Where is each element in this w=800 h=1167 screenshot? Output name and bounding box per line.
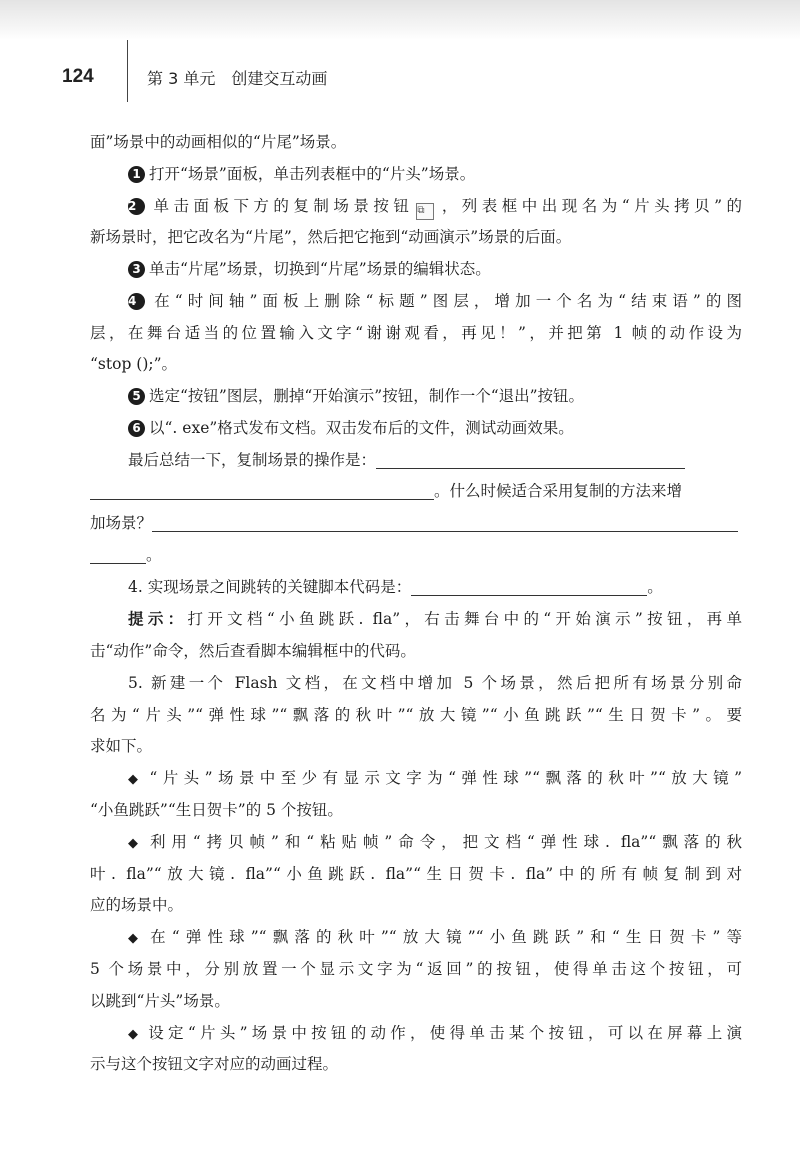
step-number-badge: 3 xyxy=(128,261,145,278)
text-line: 叶. fla”“放大镜. fla”“小鱼跳跃. fla”“生日贺卡. fla”中的所有帧复制到对 xyxy=(90,865,742,883)
step-number-badge: 1 xyxy=(128,166,145,183)
text-line: “stop ();”。 xyxy=(90,355,178,373)
step-text: 单击“片尾”场景，切换到“片尾”场景的编辑状态。 xyxy=(149,260,491,278)
step-5 xyxy=(128,381,584,411)
hint-label: 提示： xyxy=(128,610,188,628)
hint-text: 打开文档“小鱼跳跃. fla”，右击舞台中的“开始演示”按钮，再单 xyxy=(187,610,742,628)
text-line: 新场景时，把它改名为“片尾”，然后把它拖到“动画演示”场景的后面。 xyxy=(90,228,572,246)
text-line: 面”场景中的动画相似的“片尾”场景。 xyxy=(90,133,347,151)
text-line: 示与这个按钮文字对应的动画过程。 xyxy=(90,1055,339,1073)
question-text: 4. 实现场景之间跳转的关键脚本代码是： xyxy=(128,578,412,596)
step-3 xyxy=(128,254,491,284)
summary-line xyxy=(128,445,685,475)
text-line: 求如下。 xyxy=(90,737,153,755)
step-number-badge: 5 xyxy=(128,388,145,405)
step-number-badge: 2 xyxy=(128,198,145,215)
bullet-item xyxy=(128,763,742,793)
duplicate-scene-icon: ⧉ xyxy=(416,203,434,220)
bullet-text: 设定“片头”场景中按钮的动作，使得单击某个按钮，可以在屏幕上演 xyxy=(148,1024,742,1042)
header-divider xyxy=(127,40,128,102)
text-line: 5. 新建一个 Flash 文档，在文档中增加 5 个场景，然后把所有场景分别命 xyxy=(128,674,742,692)
answer-blank[interactable] xyxy=(411,577,647,596)
step-number-badge: 4 xyxy=(128,293,145,310)
summary-line xyxy=(90,508,738,538)
text-line: 层，在舞台适当的位置输入文字“谢谢观看，再见！”，并把第 1 帧的动作设为 xyxy=(90,324,742,342)
text-line: 5 个场景中，分别放置一个显示文字为“返回”的按钮，使得单击这个按钮，可 xyxy=(90,960,742,978)
step-text: 在“时间轴”面板上删除“标题”图层，增加一个名为“结束语”的图 xyxy=(149,292,742,310)
page-top-shading xyxy=(0,0,800,40)
page-number: 124 xyxy=(62,66,94,87)
answer-blank[interactable] xyxy=(90,481,434,500)
diamond-bullet-icon: ◆ xyxy=(128,1027,143,1042)
step-text: 单击面板下方的复制场景按钮 xyxy=(149,197,414,215)
summary-text: 。什么时候适合采用复制的方法来增 xyxy=(434,482,683,500)
bullet-item xyxy=(128,827,742,857)
summary-line xyxy=(90,540,162,570)
text-line: 击“动作”命令，然后查看脚本编辑框中的代码。 xyxy=(90,642,416,660)
step-text: 以“. exe”格式发布文档。双击发布后的文件，测试动画效果。 xyxy=(149,419,574,437)
diamond-bullet-icon: ◆ xyxy=(128,931,145,946)
text-line: 应的场景中。 xyxy=(90,896,184,914)
bullet-text: 利用“拷贝帧”和“粘贴帧”命令，把文档“弹性球. fla”“飘落的秋 xyxy=(149,833,743,851)
step-6 xyxy=(128,413,574,443)
bullet-item xyxy=(128,1018,742,1048)
step-text: 选定“按钮”图层，删掉“开始演示”按钮，制作一个“退出”按钮。 xyxy=(149,387,585,405)
text-line: 以跳到“片头”场景。 xyxy=(90,992,230,1010)
answer-blank[interactable] xyxy=(90,545,146,564)
unit-title: 第 3 单元 创建交互动画 xyxy=(147,69,328,88)
answer-blank[interactable] xyxy=(152,513,738,532)
question-4 xyxy=(128,572,663,602)
answer-blank[interactable] xyxy=(376,450,685,469)
diamond-bullet-icon: ◆ xyxy=(128,772,144,787)
hint xyxy=(128,604,742,634)
step-text: 打开“场景”面板，单击列表框中的“片头”场景。 xyxy=(149,165,476,183)
summary-text: 加场景？ xyxy=(90,514,153,532)
summary-line xyxy=(90,476,682,506)
summary-text: 最后总结一下，复制场景的操作是： xyxy=(128,451,377,469)
summary-text: 。 xyxy=(146,546,162,564)
bullet-text: 在“弹性球”“飘落的秋叶”“放大镜”“小鱼跳跃”和“生日贺卡”等 xyxy=(150,928,743,946)
step-text: ，列表框中出现名为“片头拷贝”的 xyxy=(437,197,742,215)
text-line: 名为“片头”“弹性球”“飘落的秋叶”“放大镜”“小鱼跳跃”“生日贺卡”。要 xyxy=(90,706,742,724)
question-text: 。 xyxy=(647,578,663,596)
bullet-item xyxy=(128,922,742,952)
step-1 xyxy=(128,159,475,189)
step-number-badge: 6 xyxy=(128,420,145,437)
bullet-text: “片头”场景中至少有显示文字为“弹性球”“飘落的秋叶”“放大镜” xyxy=(149,769,742,787)
text-line: “小鱼跳跃”“生日贺卡”的 5 个按钮。 xyxy=(90,801,343,819)
step-2 xyxy=(128,191,742,221)
step-4 xyxy=(128,286,742,316)
diamond-bullet-icon: ◆ xyxy=(128,836,144,851)
